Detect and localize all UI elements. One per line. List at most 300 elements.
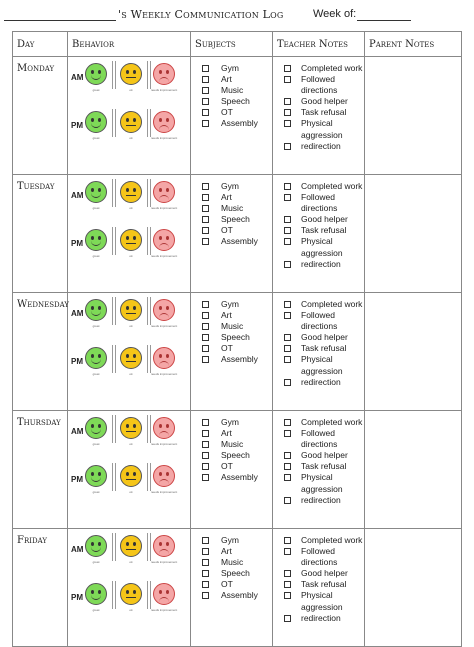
teacher-notes-cell bbox=[273, 175, 365, 293]
eye-icon bbox=[166, 590, 169, 594]
checklist-item bbox=[281, 236, 364, 258]
slot-label: PM bbox=[71, 357, 83, 366]
checkbox[interactable] bbox=[202, 120, 209, 127]
eye-icon bbox=[166, 70, 169, 74]
eye-icon bbox=[91, 472, 94, 476]
happy-face-icon[interactable] bbox=[85, 417, 107, 439]
checkbox[interactable] bbox=[284, 261, 291, 268]
checkbox[interactable] bbox=[202, 301, 209, 308]
divider bbox=[150, 415, 151, 443]
week-of-line[interactable] bbox=[357, 20, 411, 21]
eye-icon bbox=[133, 542, 136, 546]
eye-icon bbox=[133, 354, 136, 358]
sad-face-icon[interactable] bbox=[153, 229, 175, 251]
checkbox[interactable] bbox=[284, 474, 291, 481]
checklist-item bbox=[281, 118, 364, 140]
divider bbox=[115, 345, 116, 373]
mouth-icon bbox=[91, 359, 101, 364]
face-caption: great bbox=[92, 254, 100, 258]
eye-icon bbox=[91, 424, 94, 428]
checkbox[interactable] bbox=[202, 463, 209, 470]
checklist-item bbox=[281, 332, 364, 343]
checkbox[interactable] bbox=[284, 419, 291, 426]
mouth-icon bbox=[126, 431, 136, 436]
eye-icon bbox=[98, 590, 101, 594]
checklist-item bbox=[281, 450, 364, 461]
checkbox[interactable] bbox=[284, 537, 291, 544]
checkbox[interactable] bbox=[202, 87, 209, 94]
neutral-face-icon[interactable] bbox=[120, 299, 142, 321]
neutral-face-icon[interactable] bbox=[120, 181, 142, 203]
checklist-label: Music bbox=[221, 203, 244, 214]
checkbox[interactable] bbox=[202, 537, 209, 544]
eye-icon bbox=[166, 542, 169, 546]
divider bbox=[150, 109, 151, 137]
checklist-label: Assembly bbox=[221, 590, 258, 601]
checklist-item bbox=[199, 439, 272, 450]
neutral-face-icon[interactable] bbox=[120, 583, 142, 605]
eye-icon bbox=[91, 542, 94, 546]
mouth-icon bbox=[159, 549, 169, 554]
face-caption: ok bbox=[129, 136, 133, 140]
sad-face-icon[interactable] bbox=[153, 111, 175, 133]
checkbox[interactable] bbox=[284, 581, 291, 588]
eye-icon bbox=[126, 424, 129, 428]
checkbox[interactable] bbox=[284, 216, 291, 223]
slot-label: AM bbox=[71, 73, 84, 82]
face-caption: needs improvement bbox=[150, 136, 178, 140]
teacher-notes-cell bbox=[273, 411, 365, 529]
slot-label: PM bbox=[71, 593, 83, 602]
divider bbox=[115, 227, 116, 255]
face-caption: ok bbox=[129, 254, 133, 258]
checklist-label: Completed work bbox=[301, 63, 363, 73]
parent-notes-cell[interactable] bbox=[365, 293, 462, 411]
divider bbox=[150, 297, 151, 325]
checklist-label: Art bbox=[221, 310, 232, 321]
mouth-icon bbox=[159, 361, 169, 366]
slot-label: PM bbox=[71, 239, 83, 248]
happy-face-icon[interactable] bbox=[85, 181, 107, 203]
checklist-label: Music bbox=[221, 439, 244, 450]
checklist-item bbox=[199, 310, 272, 321]
checklist-label: Followed directions bbox=[301, 546, 338, 568]
behavior-slot-pm bbox=[68, 463, 188, 503]
teacher-notes-cell bbox=[273, 529, 365, 647]
checklist-item bbox=[199, 63, 272, 74]
checkbox[interactable] bbox=[202, 109, 209, 116]
checklist-label: Assembly bbox=[221, 472, 258, 483]
divider bbox=[112, 179, 113, 207]
mouth-icon bbox=[91, 311, 101, 316]
behavior-cell bbox=[68, 293, 191, 411]
checklist-label: Followed directions bbox=[301, 192, 338, 214]
checklist-item bbox=[281, 107, 364, 118]
eye-icon bbox=[159, 306, 162, 310]
table-row bbox=[13, 293, 462, 411]
eye-icon bbox=[159, 354, 162, 358]
neutral-face-icon[interactable] bbox=[120, 347, 142, 369]
checkbox[interactable] bbox=[284, 98, 291, 105]
checklist-label: Task refusal bbox=[301, 579, 347, 590]
checkbox[interactable] bbox=[284, 109, 291, 116]
eye-icon bbox=[166, 306, 169, 310]
checklist-item bbox=[281, 579, 364, 590]
happy-face-icon[interactable] bbox=[85, 299, 107, 321]
happy-face-icon[interactable] bbox=[85, 63, 107, 85]
checkbox[interactable] bbox=[202, 334, 209, 341]
checklist-item bbox=[281, 568, 364, 579]
checkbox[interactable] bbox=[284, 356, 291, 363]
happy-face-icon[interactable] bbox=[85, 535, 107, 557]
table-row bbox=[13, 411, 462, 529]
checklist-item bbox=[199, 354, 272, 365]
behavior-slot-pm bbox=[68, 227, 188, 267]
checklist-item bbox=[199, 74, 272, 85]
checklist-label: OT bbox=[221, 343, 233, 354]
checklist-label: Task refusal bbox=[301, 107, 347, 118]
divider bbox=[150, 533, 151, 561]
parent-notes-cell[interactable] bbox=[365, 175, 462, 293]
mouth-icon bbox=[126, 313, 136, 318]
checklist-item bbox=[281, 461, 364, 472]
checklist-item bbox=[199, 568, 272, 579]
checkbox[interactable] bbox=[202, 581, 209, 588]
mouth-icon bbox=[91, 241, 101, 246]
checkbox[interactable] bbox=[284, 183, 291, 190]
checklist-item bbox=[281, 377, 364, 388]
checkbox[interactable] bbox=[284, 463, 291, 470]
checkbox[interactable] bbox=[202, 312, 209, 319]
slot-label: AM bbox=[71, 309, 84, 318]
checklist-item bbox=[281, 495, 364, 506]
face-caption: ok bbox=[129, 442, 133, 446]
happy-face-icon[interactable] bbox=[85, 229, 107, 251]
subjects-cell bbox=[191, 529, 273, 647]
face-caption: needs improvement bbox=[150, 608, 178, 612]
slot-label: AM bbox=[71, 427, 84, 436]
day-label: Monday bbox=[13, 57, 68, 175]
eye-icon bbox=[91, 118, 94, 122]
checkbox[interactable] bbox=[202, 238, 209, 245]
happy-face-icon[interactable] bbox=[85, 347, 107, 369]
checklist-label: redirection bbox=[301, 612, 341, 623]
eye-icon bbox=[166, 236, 169, 240]
table-row bbox=[13, 175, 462, 293]
checklist-item bbox=[281, 181, 364, 192]
checklist-item bbox=[199, 343, 272, 354]
face-caption: great bbox=[92, 442, 100, 446]
checkbox[interactable] bbox=[202, 216, 209, 223]
face-caption: ok bbox=[129, 88, 133, 92]
checklist-item bbox=[199, 236, 272, 247]
checklist-label: Completed work bbox=[301, 181, 363, 191]
checkbox[interactable] bbox=[202, 592, 209, 599]
checkbox[interactable] bbox=[202, 441, 209, 448]
checkbox[interactable] bbox=[284, 570, 291, 577]
week-of-label: Week of: bbox=[313, 8, 357, 20]
checkbox[interactable] bbox=[284, 227, 291, 234]
divider bbox=[147, 109, 148, 137]
checklist-item bbox=[281, 225, 364, 236]
checkbox[interactable] bbox=[202, 65, 209, 72]
face-caption: great bbox=[92, 206, 100, 210]
neutral-face-icon[interactable] bbox=[120, 63, 142, 85]
checklist-item bbox=[199, 214, 272, 225]
neutral-face-icon[interactable] bbox=[120, 535, 142, 557]
divider bbox=[147, 227, 148, 255]
checklist-item bbox=[281, 535, 364, 546]
neutral-face-icon[interactable] bbox=[120, 229, 142, 251]
divider bbox=[147, 345, 148, 373]
teacher-notes-cell bbox=[273, 57, 365, 175]
checkbox[interactable] bbox=[284, 592, 291, 599]
checklist-label: Physical aggression bbox=[301, 590, 343, 612]
divider bbox=[115, 533, 116, 561]
checkbox[interactable] bbox=[284, 76, 291, 83]
divider bbox=[147, 463, 148, 491]
table-header-row bbox=[13, 32, 462, 57]
face-caption: needs improvement bbox=[150, 560, 178, 564]
day-label: Tuesday bbox=[13, 175, 68, 293]
eye-icon bbox=[133, 188, 136, 192]
checkbox[interactable] bbox=[202, 570, 209, 577]
checklist-item bbox=[199, 461, 272, 472]
checkbox[interactable] bbox=[284, 452, 291, 459]
eye-icon bbox=[98, 306, 101, 310]
checkbox[interactable] bbox=[202, 205, 209, 212]
checklist-label: Followed directions bbox=[301, 74, 338, 96]
checkbox[interactable] bbox=[202, 98, 209, 105]
divider bbox=[112, 61, 113, 89]
mouth-icon bbox=[159, 243, 169, 248]
eye-icon bbox=[91, 306, 94, 310]
eye-icon bbox=[166, 188, 169, 192]
sad-face-icon[interactable] bbox=[153, 63, 175, 85]
eye-icon bbox=[166, 424, 169, 428]
checkbox[interactable] bbox=[202, 430, 209, 437]
checkbox[interactable] bbox=[202, 345, 209, 352]
checklist-item bbox=[281, 74, 364, 96]
checkbox[interactable] bbox=[284, 379, 291, 386]
divider bbox=[112, 109, 113, 137]
checkbox[interactable] bbox=[202, 548, 209, 555]
checklist-item bbox=[199, 557, 272, 568]
happy-face-icon[interactable] bbox=[85, 465, 107, 487]
checkbox[interactable] bbox=[284, 497, 291, 504]
subjects-cell bbox=[191, 175, 273, 293]
divider bbox=[147, 533, 148, 561]
checklist-label: Physical aggression bbox=[301, 354, 343, 376]
checklist-item bbox=[281, 428, 364, 450]
behavior-slot-pm bbox=[68, 581, 188, 621]
checklist-item bbox=[281, 259, 364, 270]
page-header bbox=[0, 0, 474, 30]
mouth-icon bbox=[126, 77, 136, 82]
divider bbox=[150, 179, 151, 207]
eye-icon bbox=[91, 70, 94, 74]
sad-face-icon[interactable] bbox=[153, 299, 175, 321]
checklist-item bbox=[199, 225, 272, 236]
divider bbox=[112, 581, 113, 609]
checklist-item bbox=[281, 214, 364, 225]
page-title: 's Weekly Communication Log bbox=[118, 8, 284, 21]
checklist-item bbox=[199, 332, 272, 343]
eye-icon bbox=[98, 188, 101, 192]
column-header-subjects: Subjects bbox=[191, 32, 273, 57]
sad-face-icon[interactable] bbox=[153, 465, 175, 487]
checklist-label: Gym bbox=[221, 417, 239, 427]
checklist-label: Physical aggression bbox=[301, 236, 343, 258]
eye-icon bbox=[166, 354, 169, 358]
checklist-item bbox=[281, 310, 364, 332]
checkbox[interactable] bbox=[202, 559, 209, 566]
face-caption: great bbox=[92, 88, 100, 92]
eye-icon bbox=[133, 236, 136, 240]
face-caption: ok bbox=[129, 490, 133, 494]
divider bbox=[115, 109, 116, 137]
parent-notes-cell[interactable] bbox=[365, 529, 462, 647]
checklist-label: OT bbox=[221, 579, 233, 590]
student-name-line[interactable] bbox=[4, 20, 116, 21]
happy-face-icon[interactable] bbox=[85, 111, 107, 133]
checklist-label: Good helper bbox=[301, 96, 348, 107]
checklist-label: Gym bbox=[221, 181, 239, 191]
checklist-item bbox=[199, 85, 272, 96]
eye-icon bbox=[133, 118, 136, 122]
checkbox[interactable] bbox=[202, 419, 209, 426]
neutral-face-icon[interactable] bbox=[120, 417, 142, 439]
checkbox[interactable] bbox=[202, 76, 209, 83]
behavior-slot-pm bbox=[68, 345, 188, 385]
divider bbox=[115, 463, 116, 491]
sad-face-icon[interactable] bbox=[153, 417, 175, 439]
divider bbox=[112, 297, 113, 325]
face-caption: ok bbox=[129, 324, 133, 328]
mouth-icon bbox=[126, 243, 136, 248]
checkbox[interactable] bbox=[284, 334, 291, 341]
mouth-icon bbox=[159, 479, 169, 484]
checklist-label: Physical aggression bbox=[301, 118, 343, 140]
checkbox[interactable] bbox=[202, 194, 209, 201]
checklist-label: OT bbox=[221, 461, 233, 472]
checkbox[interactable] bbox=[284, 238, 291, 245]
checklist-item bbox=[281, 96, 364, 107]
eye-icon bbox=[98, 236, 101, 240]
column-header-parent-notes: Parent Notes bbox=[365, 32, 462, 57]
behavior-cell bbox=[68, 57, 191, 175]
parent-notes-cell[interactable] bbox=[365, 411, 462, 529]
eye-icon bbox=[98, 472, 101, 476]
checkbox[interactable] bbox=[202, 356, 209, 363]
mouth-icon bbox=[159, 195, 169, 200]
checkbox[interactable] bbox=[284, 143, 291, 150]
eye-icon bbox=[159, 70, 162, 74]
mouth-icon bbox=[126, 597, 136, 602]
checklist-item bbox=[281, 141, 364, 152]
sad-face-icon[interactable] bbox=[153, 583, 175, 605]
teacher-notes-cell bbox=[273, 293, 365, 411]
parent-notes-cell[interactable] bbox=[365, 57, 462, 175]
checkbox[interactable] bbox=[202, 183, 209, 190]
checkbox[interactable] bbox=[284, 120, 291, 127]
sad-face-icon[interactable] bbox=[153, 181, 175, 203]
checklist-item bbox=[199, 299, 272, 310]
divider bbox=[112, 415, 113, 443]
face-caption: great bbox=[92, 490, 100, 494]
checklist-label: Art bbox=[221, 428, 232, 439]
divider bbox=[150, 581, 151, 609]
table-row bbox=[13, 529, 462, 647]
checklist-label: Music bbox=[221, 557, 244, 568]
eye-icon bbox=[98, 70, 101, 74]
checklist-label: OT bbox=[221, 225, 233, 236]
eye-icon bbox=[126, 236, 129, 240]
eye-icon bbox=[126, 354, 129, 358]
divider bbox=[115, 179, 116, 207]
mouth-icon bbox=[91, 123, 101, 128]
checklist-item bbox=[199, 535, 272, 546]
face-caption: needs improvement bbox=[150, 442, 178, 446]
divider bbox=[147, 297, 148, 325]
checklist-item bbox=[199, 118, 272, 129]
face-caption: needs improvement bbox=[150, 372, 178, 376]
neutral-face-icon[interactable] bbox=[120, 465, 142, 487]
checklist-label: Followed directions bbox=[301, 428, 338, 450]
sad-face-icon[interactable] bbox=[153, 535, 175, 557]
divider bbox=[112, 345, 113, 373]
eye-icon bbox=[126, 542, 129, 546]
mouth-icon bbox=[126, 361, 136, 366]
eye-icon bbox=[133, 472, 136, 476]
neutral-face-icon[interactable] bbox=[120, 111, 142, 133]
mouth-icon bbox=[91, 595, 101, 600]
checkbox[interactable] bbox=[284, 548, 291, 555]
divider bbox=[112, 227, 113, 255]
checkbox[interactable] bbox=[284, 301, 291, 308]
happy-face-icon[interactable] bbox=[85, 583, 107, 605]
face-caption: ok bbox=[129, 372, 133, 376]
eye-icon bbox=[126, 188, 129, 192]
divider bbox=[112, 533, 113, 561]
eye-icon bbox=[159, 236, 162, 240]
mouth-icon bbox=[159, 77, 169, 82]
face-caption: needs improvement bbox=[150, 490, 178, 494]
checklist-label: Music bbox=[221, 321, 244, 332]
communication-log-table bbox=[12, 31, 462, 647]
eye-icon bbox=[159, 542, 162, 546]
checklist-item bbox=[199, 321, 272, 332]
checkbox[interactable] bbox=[284, 65, 291, 72]
day-label: Thursday bbox=[13, 411, 68, 529]
checklist-item bbox=[199, 472, 272, 483]
eye-icon bbox=[133, 306, 136, 310]
mouth-icon bbox=[126, 549, 136, 554]
checkbox[interactable] bbox=[284, 345, 291, 352]
checkbox[interactable] bbox=[284, 194, 291, 201]
checkbox[interactable] bbox=[202, 452, 209, 459]
checkbox[interactable] bbox=[202, 474, 209, 481]
checkbox[interactable] bbox=[202, 227, 209, 234]
behavior-slot-am bbox=[68, 179, 188, 219]
checkbox[interactable] bbox=[284, 430, 291, 437]
checkbox[interactable] bbox=[284, 615, 291, 622]
divider bbox=[150, 61, 151, 89]
checkbox[interactable] bbox=[202, 323, 209, 330]
checkbox[interactable] bbox=[284, 312, 291, 319]
sad-face-icon[interactable] bbox=[153, 347, 175, 369]
checklist-item bbox=[281, 546, 364, 568]
